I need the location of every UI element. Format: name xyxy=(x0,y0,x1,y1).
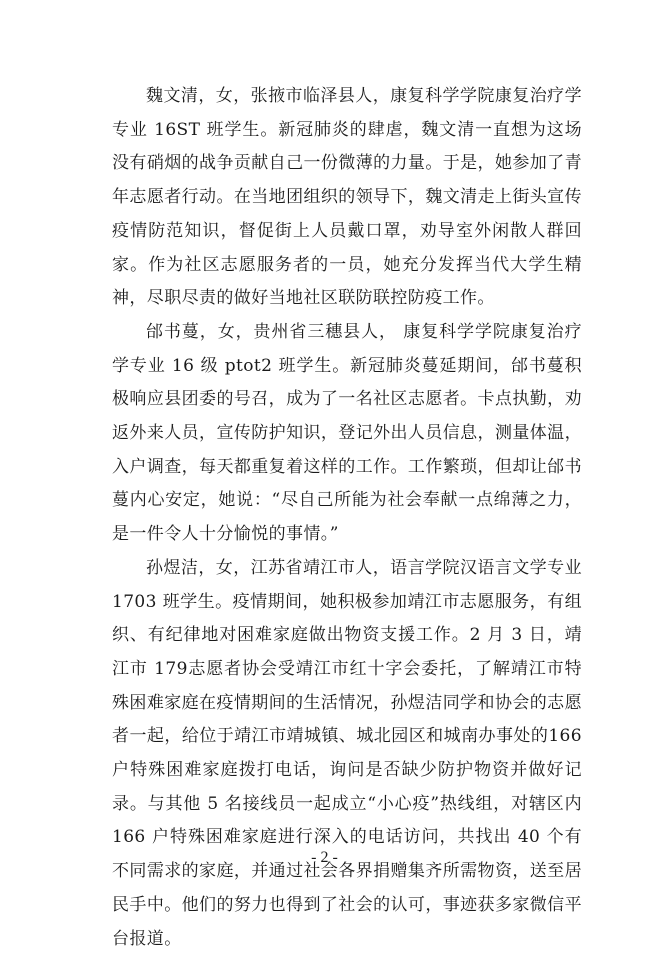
paragraph-sun-yujie: 孙煜洁，女，江苏省靖江市人，语言学院汉语言文学专业1703 班学生。疫情期间，她积极参加靖江市志愿服务，有组织、有纪律地对困难家庭做出物资支援工作。2 月 3 日，靖江市 179志愿者协会受靖江市红十字会委托，了解靖江市特殊困难家庭在疫情期间的生活情况，孙煜洁同学和协会的志愿者一起，给位于靖江市靖城镇、城北园区和城南办事处的166 户特殊困难家庭拨打电话，询问是否缺少防护物资并做好记录。与其他 5 名接线员一起成立“小心疫”热线组，对辖区内 166 户特殊困难家庭进行深入的电话访问，共找出 40 个有不同需求的家庭，并通过社会各界捐赠集齐所需物资，送至居民手中。他们的努力也得到了社会的认可，事迹获多家微信平台报道。 xyxy=(112,557,582,949)
page-number: - 2 - xyxy=(311,849,338,866)
paragraph-wei-wenqing: 魏文清，女，张掖市临泽县人，康复科学学院康复治疗学专业 16ST 班学生。新冠肺炎的肆虐，魏文清一直想为这场没有硝烟的战争贡献自己一份微薄的力量。于是，她参加了青年志愿者行动。在当地团组织的领导下，魏文清走上街头宣传疫情防范知识，督促街上人员戴口罩，劝导室外闲散人群回家。作为社区志愿服务者的一员，她充分发挥当代大学生精神，尽职尽责的做好当地社区联防联控防疫工作。 xyxy=(112,86,582,309)
paragraph-tai-shuman: 邰书蔓，女，贵州省三穗县人， 康复科学学院康复治疗学专业 16 级 ptot2 班学生。新冠肺炎蔓延期间，邰书蔓积极响应县团委的号召，成为了一名社区志愿者。卡点执勤，劝返外来人员，宣传防护知识，登记外出人员信息，测量体温，入户调查，每天都重复着这样的工作。工作繁琐，但却让邰书蔓内心安定，她说：“尽自己所能为社会奉献一点绵薄之力，是一件令人十分愉悦的事情。” xyxy=(112,321,582,545)
document-body xyxy=(112,80,582,956)
